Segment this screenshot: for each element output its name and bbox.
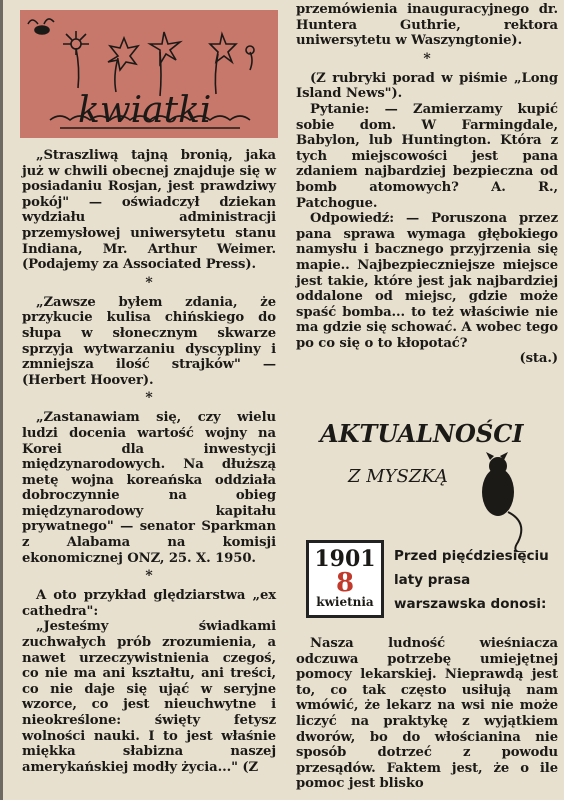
paragraph: przemówienia inauguracyjnego dr. Huntera Guthrie, rektora uniwersytetu w Waszyngtonie). [296,2,558,49]
paragraph: (Z rubryki porad w piśmie „Long Island News"). [296,70,558,102]
paragraph: Nasza ludność wieśniacza odczuwa potrzebę umiejętnej pomocy lekarskiej. Nieprawdą jest to, co tak często usiłują nam wmówić, że lekarz na wsi nie może liczyć na praktykę z wyjątkiem dworów, bo do włościanina nie sposób dotrzeć z powodu przesądów. Faktem jest, że o ile pomoc jest blisko [296,636,558,792]
section-title: AKTUALNOŚCI [320,419,524,448]
date-box [306,540,384,618]
separator-star: * [145,390,153,407]
date-month: kwietnia [316,595,374,609]
kwiatki-banner [20,10,278,138]
paragraph: A oto przykład ględziarstwa „ex cathedra": [22,588,276,619]
signature: (sta.) [519,351,558,367]
paragraph: „Jesteśmy świadkami zuchwałych prób zrozumienia, a nawet urzeczywistnienia czegoś, co nie ma ani kształtu, ani treści, co nie daje się ująć w seryjne wzorce, co jest nieuchwytne i nieokreślone: święty fetysz wolności nauki. I to jest właśnie miękka słabizna naszej amerykańskiej modły życia..." (Z [22,619,276,775]
paragraph: „Straszliwą tajną bronią, jaka już w chwili obecnej znajduje się w posiadaniu Rosjan, jest prawdziwy pokój" — oświadczył dziekan wydziału administracji przemysłowej uniwersytetu stanu Indiana, Mr. Arthur Weimer. (Podajemy za Associated Press). [22,148,276,273]
flowers-illustration [20,10,278,138]
date-day: 8 [335,568,355,598]
separator-star: * [145,568,153,585]
date-year: 1901 [314,546,376,572]
right-bottom-text [296,636,558,792]
mouse-icon [482,452,526,552]
section-subtitle: Z MYSZKĄ [348,466,448,487]
separator-star: * [145,274,153,291]
column-rule [0,0,3,800]
paragraph: „Zawsze byłem zdania, że przykucie kulisa chińskiego do słupa w słonecznym skwarze sprzyja wytwarzaniu dyscypliny i zmniejsza ilość strajków" — (Herbert Hoover). [22,294,276,388]
separator-star: * [423,50,431,67]
date-headline: Przed pięćdziesięciu laty prasa warszawska donosi: [394,548,549,612]
paragraph: „Zastanawiam się, czy wielu ludzi docenia wartość wojny na Korei dla inwestycji międzynarodowych. Na dłuższą metę wojna koreańska oddziała dobroczynnie na obieg międzynarodowy kapitału prywatnego" — senator Sparkman z Alabama na komisji ekonomicznej ONZ, 25. X. 1950. [22,410,276,566]
aktualnosci-heading [318,402,564,552]
paragraph: Odpowiedź: — Poruszona przez pana sprawa wymaga głębokiego namysłu i bacznego przyjrzenia się mapie.. Najbezpieczniejsze miejsce jest takie, które jest jak najbardziej oddalone od miejsc, gdzie może spaść bomba... to też właściwie nie ma gdzie się schować. A wobec tego po co się o to kłopotać? [296,211,558,351]
banner-title: kwiatki [78,90,212,131]
paragraph: Pytanie: — Zamierzamy kupić sobie dom. W Farmingdale, Babylon, lub Huntington. Która z tych miejscowości jest pana zdaniem najbardziej bezpieczna od bomb atomowych? A. R., Patchogue. [296,101,558,211]
